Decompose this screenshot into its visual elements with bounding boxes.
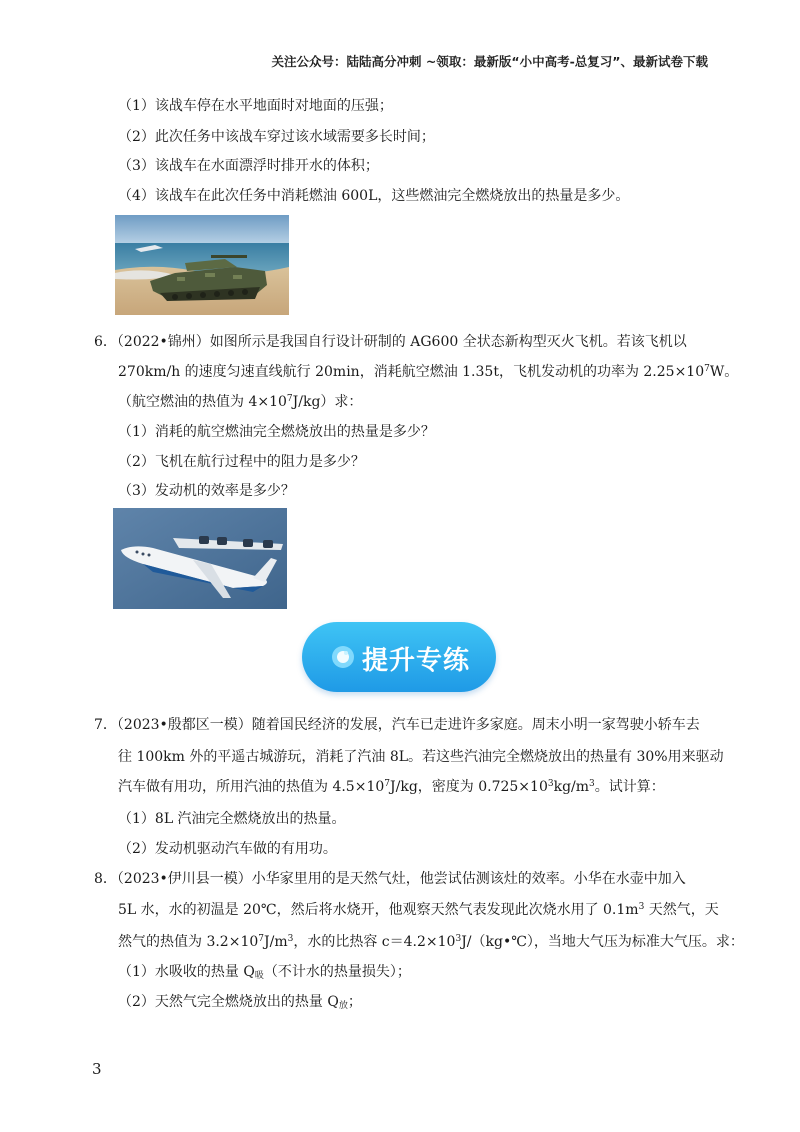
q5-item-1: （1）该战车停在水平地面时对地面的压强； — [118, 98, 393, 114]
q7-stem-line-3: 汽车做有用功，所用汽油的热值为 $4.5\times 10^7J/kg$，密度为 $0.725\times 10^3kg/m^3$。试计算： — [118, 779, 665, 795]
q5-item-2: （2）此次任务中该战车穿过该水域需要多长时间； — [118, 129, 435, 145]
q6-item-3: （3）发动机的效率是多少？ — [118, 483, 295, 499]
q7-item-2: （2）发动机驱动汽车做的有用功。 — [118, 841, 337, 857]
q8-stem-line-1: 8．（2023•伊川县一模）小华家里用的是天然气灶，他尝试估测该灶的效率。小华在水壶中加入 — [94, 871, 686, 887]
ag600-plane-photo — [113, 508, 287, 609]
q5-item-4: （4）该战车在此次任务中消耗燃油 600L，这些燃油完全燃烧放出的热量是多少。 — [118, 188, 630, 204]
q8-stem-line-3: 然气的热值为 $3.2\times 10^7J/m^3$，水的比热容 $c=4.2\times 10^3J/(kg•℃)$，当地大气压为标准大气压。求： — [118, 934, 744, 950]
section-banner — [302, 622, 496, 692]
q7-item-1: （1）8L 汽油完全燃烧放出的热量。 — [118, 811, 346, 827]
bubble-icon — [330, 644, 356, 670]
amphibious-tank-photo — [115, 215, 289, 315]
q8-item-1: （1）水吸收的热量 $Q_吸$（不计水的热量损失）； — [118, 964, 411, 981]
page-number: 3 — [92, 1060, 102, 1078]
q6-item-2: （2）飞机在航行过程中的阻力是多少？ — [118, 454, 365, 470]
q6-stem-line-2: 270km/h 的速度匀速直线航行 20min，消耗航空燃油 1.35t，飞机发动机的功率为 $2.25\times 10^7W$。 — [118, 364, 739, 380]
q7-stem-line-1: 7．（2023•殷都区一模）随着国民经济的发展，汽车已走进许多家庭。周末小明一家驾驶小轿车去 — [94, 717, 700, 733]
q7-stem-line-2: 往 100km 外的平遥古城游玩，消耗了汽油 8L。若这些汽油完全燃烧放出的热量有 30%用来驱动 — [118, 749, 724, 765]
q5-item-3: （3）该战车在水面漂浮时排开水的体积； — [118, 158, 379, 174]
q6-item-1: （1）消耗的航空燃油完全燃烧放出的热量是多少？ — [118, 424, 435, 440]
q8-item-2: （2）天然气完全燃烧放出的热量 $Q_放$； — [118, 994, 362, 1011]
banner-title: 提升专练 — [362, 646, 471, 676]
q8-stem-line-2: 5L 水，水的初温是 20℃，然后将水烧开，他观察天然气表发现此次烧水用了 $0.1m^3$ 天然气，天 — [118, 902, 719, 918]
page-header: 关注公众号：陆陆高分冲刺 ~领取：最新版“小中高考-总复习”、最新试卷下载 — [271, 54, 708, 69]
q6-stem-line-1: 6．（2022•锦州）如图所示是我国自行设计研制的 AG600 全状态新构型灭火飞机。若该飞机以 — [94, 334, 687, 350]
q6-stem-line-3: （航空燃油的热值为 $4\times 10^7J/kg$）求： — [118, 394, 363, 410]
